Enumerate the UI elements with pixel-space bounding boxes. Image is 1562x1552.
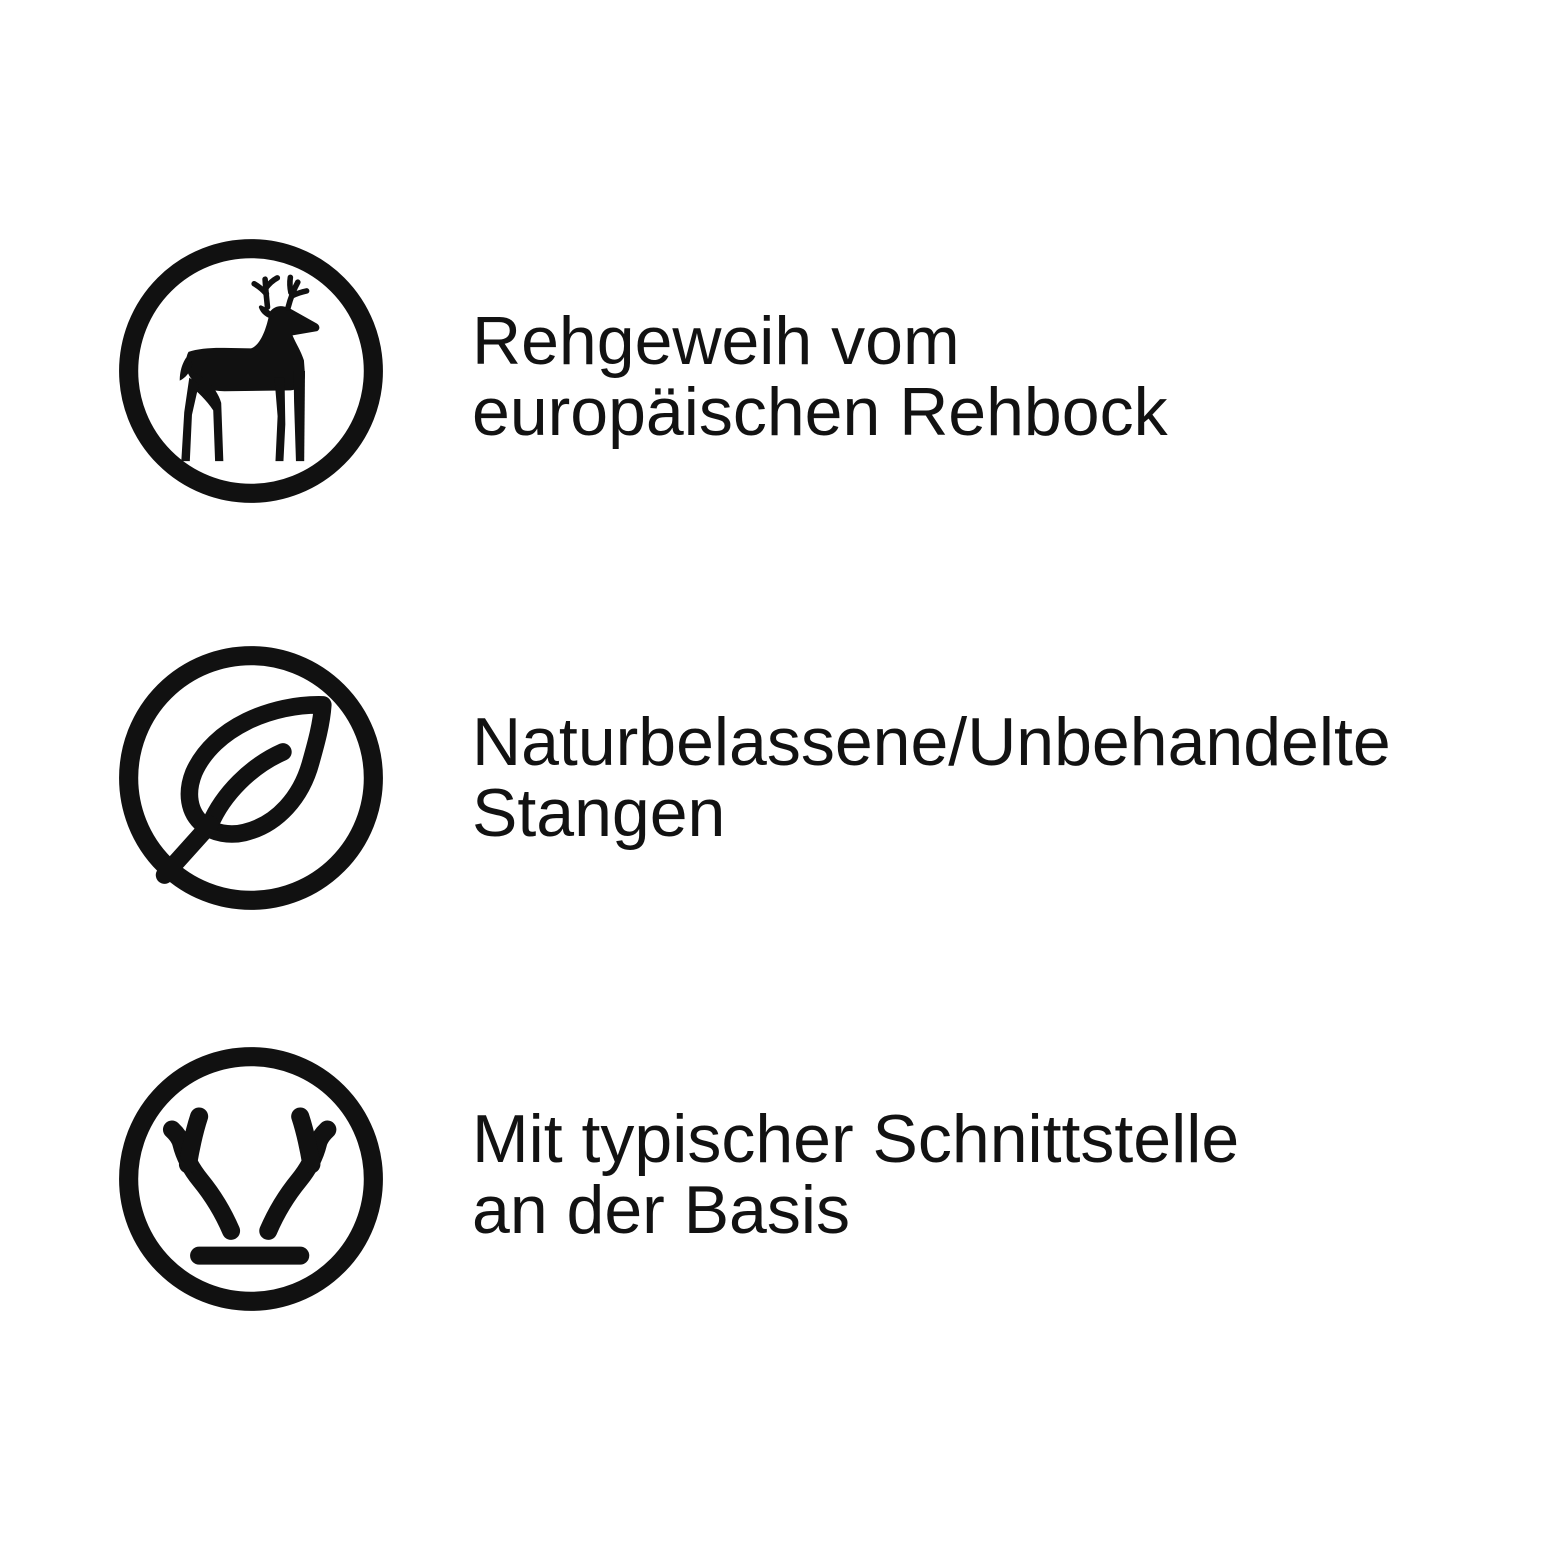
feature-caption-natural (472, 704, 1391, 851)
caption-line: Rehgeweih vom (472, 303, 960, 379)
caption-line: Mit typischer Schnittstelle (472, 1101, 1240, 1177)
feature-caption-cut-base (472, 1101, 1240, 1248)
caption-line: an der Basis (472, 1172, 850, 1248)
caption-line: Naturbelassene/Unbehandelte (472, 704, 1391, 780)
antlers-icon (118, 1046, 384, 1312)
caption-line: europäischen Rehbock (472, 374, 1168, 450)
feature-caption-deer (472, 303, 1168, 450)
leaf-icon (118, 645, 384, 911)
roe-deer-icon (118, 238, 384, 504)
caption-line: Stangen (472, 775, 726, 851)
